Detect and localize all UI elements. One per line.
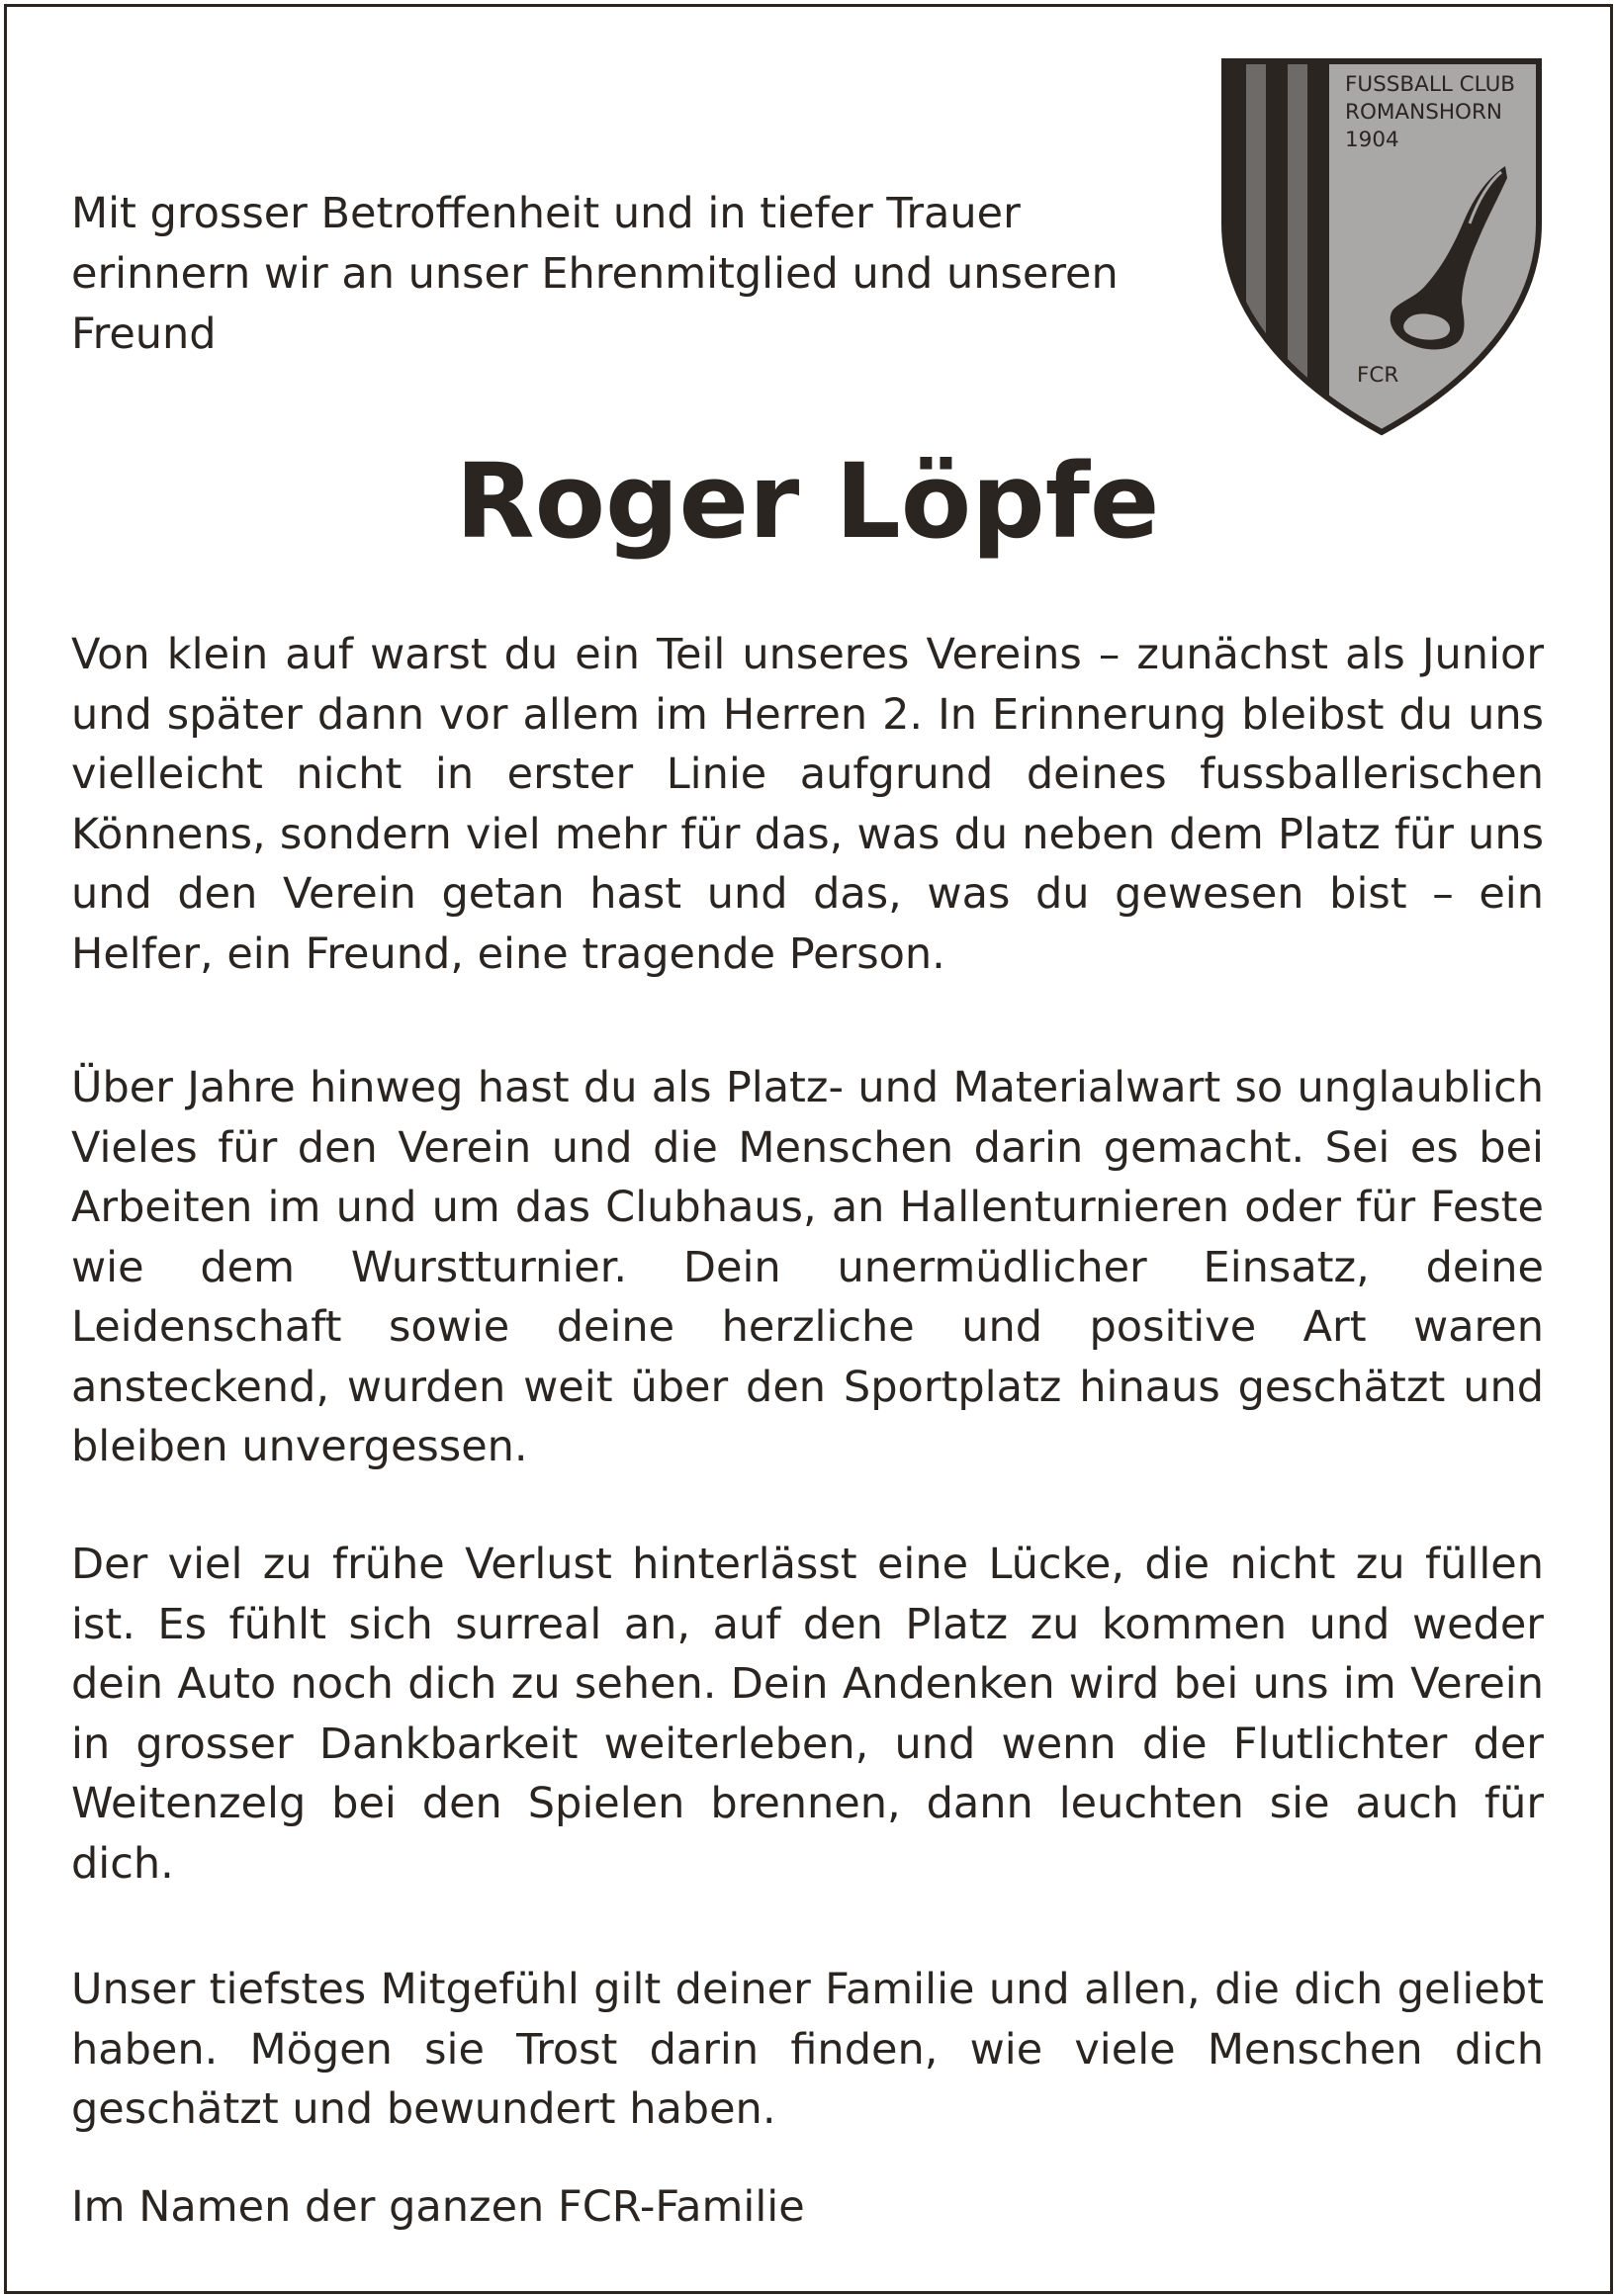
crest-abbr: FCR — [1357, 363, 1399, 388]
signature: Im Namen der ganzen FCR-Familie — [71, 2182, 805, 2232]
crest-line2: ROMANSHORN — [1345, 100, 1502, 125]
paragraph-2: Über Jahre hinweg hast du als Platz- und Materialwart so unglaublich Vieles für den Verein und die Menschen darin gemacht. Sei es bei Arbeiten im und um das Clubhaus, an Hallenturnieren oder für Feste wie dem Wurstturnier. Dein unermüdlicher Einsatz, deine Leidenschaft sowie deine herzliche und positive Art waren ansteckend, wurden weit über den Sportplatz hinaus geschätzt und bleiben unvergessen. — [71, 1063, 1544, 1471]
deceased-name: Roger Löpfe — [455, 441, 1160, 562]
paragraph-4: Unser tiefstes Mitgefühl gilt deiner Familie und allen, die dich geliebt haben. Mögen sie Trost darin finden, wie viele Menschen dich geschätzt und bewundert haben. — [71, 1965, 1544, 2134]
paragraph-1: Von klein auf warst du ein Teil unseres Vereins – zunächst als Junior und später dann vor allem im Herren 2. In Erinnerung bleibst du uns vielleicht nicht in erster Linie aufgrund deines fussballerischen Könnens, sondern viel mehr für das, was du neben dem Platz für uns und den Verein getan hast und das, was du gewesen bist – ein Helfer, ein Freund, eine tragende Person. — [71, 630, 1544, 979]
crest-year: 1904 — [1345, 128, 1399, 152]
club-crest-logo — [1218, 55, 1545, 438]
crest-line1: FUSSBALL CLUB — [1345, 72, 1516, 97]
paragraph-3: Der viel zu frühe Verlust hinterlässt eine Lücke, die nicht zu füllen ist. Es fühlt sich surreal an, auf den Platz zu kommen und weder dein Auto noch dich zu sehen. Dein Andenken wird bei uns im Verein in grosser Dankbarkeit weiterleben, und wenn die Flutlichter der Weitenzelg bei den Spielen brennen, dann leuchten sie auch für dich. — [71, 1540, 1544, 1889]
intro-text: Mit grosser Betroffenheit und in tiefer Trauer erinnern wir an unser Ehrenmitglied und unseren Freund — [71, 189, 1119, 359]
